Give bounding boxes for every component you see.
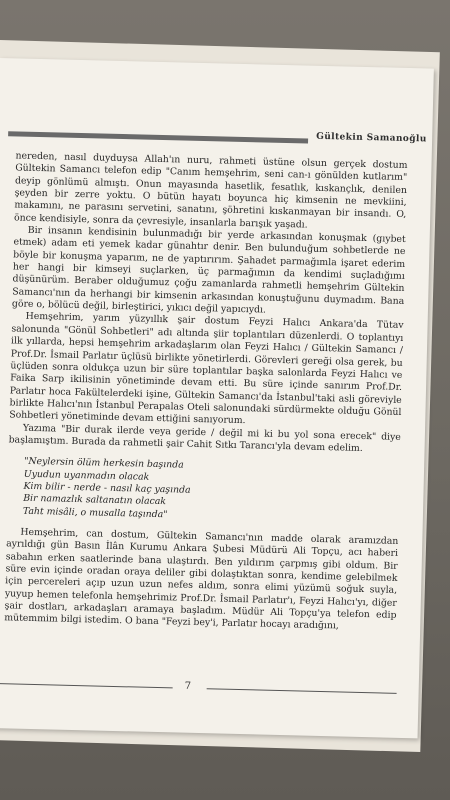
- poem-line: Taht misâli, o musalla taşında": [22, 505, 168, 520]
- paragraph-1: nereden, nasıl duyduysa Allah'ın nuru, rahmeti üstüne olsun gerçek dostum Gültekin Samancı telefon edip "Canım hemşehrim, seni can-ı gönülden kutlarım" deyip gönlümü almıştı. Onun mayasında hasetlik, fesatlık, kıskançlık, denilen şeyden bir zerre yoktu. O bütün hayatı boyunca hiç kimsenin ne mevkiini, makamını, ne parasını servetini, sanatını, şöhretini kıskanmayan bir insandı. O, önce kendisiyle, sonra da çevresiyle, insanlarla barışık yaşadı.: [13, 150, 408, 231]
- poem-line: Kim bilir - nerde - nasıl kaç yaşında: [23, 480, 191, 496]
- footer-rule-left: [0, 683, 173, 688]
- poem-line: "Neylersin ölüm herkesin başında: [24, 455, 184, 471]
- header-rule: [8, 131, 308, 143]
- paragraph-5: Hemşehrim, can dostum, Gültekin Samancı'nın madde olarak aramızdan ayrıldığı gün Basın İlân Kurumu Ankara Şubesi Müdürü Ali Topçu, acı haberi sabahın erken saatlerinde bana ulaştırdı. Ben yıldırım çarpmış gibi oldum. Bir süre evin içinde oradan oraya deliler gibi dolaştıktan sonra, kendime gelebilmek için percereleri açıp uzun uzun nefes aldım, sonra elimi yüzümü soğuk suyla, yuyup hemen telefonla hemşehrimiz Prof.Dr. İsmail Parlatır'ı, Feyzi Halıcı'yı, diğer şair dostları, arkadaşları aramaya başladım. Müdür Ali Topçu'ya telefon edip mütemmim bilgi istedim. O bana "Feyzi bey'i, Parlatır hocayı aradığını,: [4, 526, 399, 632]
- paragraph-4: Yazıma "Bir durak ilerde veya geride / değil mi ki bu yol sona erecek" diye başlamıştım. Burada da rahmetli şair Cahit Sıtkı Tarancı'yla devam edelim.: [8, 422, 401, 454]
- page-body: [4, 150, 407, 634]
- paragraph-2: Bir insanın kendisinin bulunmadığı bir yerde arkasından konuşmak (gıybet etmek) adam eti yemek kadar günahtır denir. Ben bulunduğum sohbetlerde ne böyle bir konuşma yaparım, ne de yaptırırım. Şahadet parmağımla işaret ederim her hangi bir kimseyi suçlarken, üç parmağımın da kendimi suçladığımı düşünürüm. Beraber olduğumuz çoğu zamanlarda rahmetli hemşehrim Gültekin Samancı'nın da herhangi bir kimsenin arkasından konuştuğunu duymadım. Bana göre o, bölücü değil, birleştirici, yıkıcı değil yapıcıydı.: [11, 224, 406, 316]
- page-number: 7: [184, 680, 192, 692]
- paragraph-3: Hemşehrim, yarım yüzyıllık şair dostum Feyzi Halıcı Ankara'da Tütav salonunda "Gönül Sohbetleri" adı altında şiir toplantıları düzenlerdi. O toplantıyı ilk yıllarda, hepsi hemşehrim arkadaşlarım olan Feyzi Halıcı / Gültekin Samancı / Prof.Dr. İsmail Parlatır üçlüsü birlikte yönetirlerdi. Görevleri gereği olsa gerek, bu üçlüden sonra oldukça uzun bir süre toplantılar başka salonlarda Feyzi Halıcı ve Faika Sarp ikilisinin yönetiminde devam etti. Bu süre içinde sanırım Prof.Dr. Parlatır hoca Fakültelerdeki işine, Gültekin Samancı'da İstanbul'taki asli göreviyle birlikte Halıcı'nın İstanbul Perapalas Oteli salonundaki sürdürmekte olduğu Gönül Sohbetleri yönetiminde devam ettiğini sanıyorum.: [9, 311, 404, 427]
- book-page: [0, 58, 434, 738]
- poem-line: Uyudun uyanmadın olacak: [23, 468, 150, 483]
- running-title: Gültekin Samanoğlu: [316, 131, 427, 145]
- poem-quote: [23, 456, 400, 527]
- poem-line: Bir namazlık saltanatın olacak: [23, 492, 167, 508]
- footer-rule-right: [207, 688, 397, 694]
